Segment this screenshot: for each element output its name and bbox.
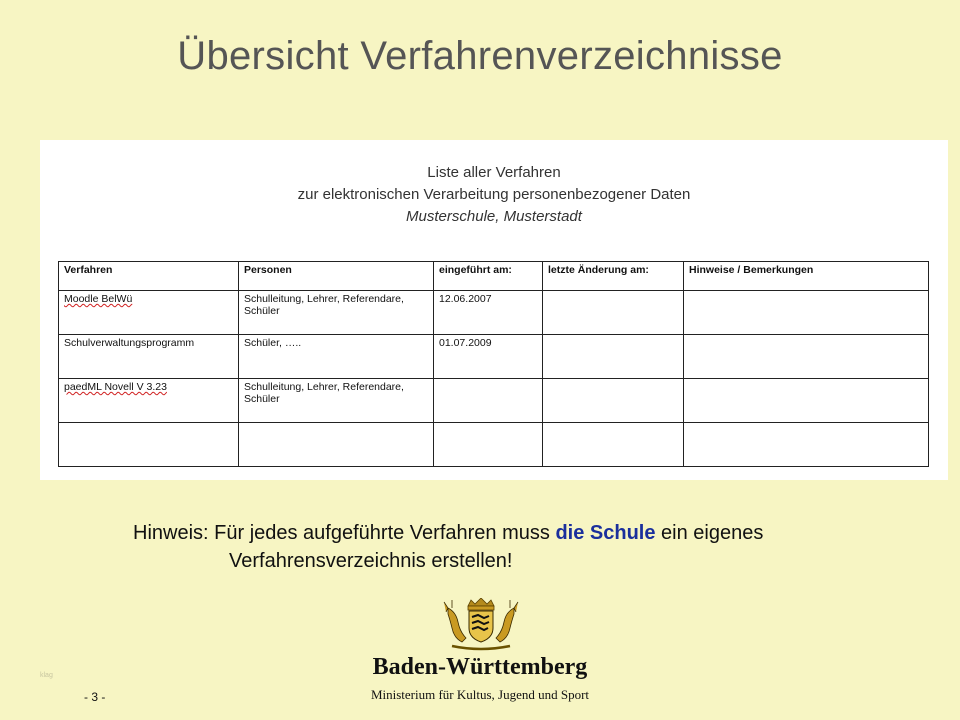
col-header-eingefuehrt: eingeführt am: — [434, 262, 543, 291]
col-header-letzte-aenderung: letzte Änderung am: — [543, 262, 684, 291]
table-row — [59, 291, 929, 335]
cell-verfahren: Schulverwaltungsprogramm — [59, 335, 239, 379]
table-header-row — [59, 262, 929, 291]
baden-wuerttemberg-coat-of-arms-icon — [438, 598, 524, 654]
document-scan — [40, 140, 948, 480]
cell-eingefuehrt — [434, 423, 543, 467]
ministry-name: Ministerium für Kultus, Jugend und Sport — [370, 687, 590, 702]
baden-wuerttemberg-wordmark: Baden-Württemberg — [372, 654, 588, 680]
hint-prefix: Hinweis: Für jedes aufgeführte Verfahren muss — [133, 522, 556, 544]
hint-emphasis: die Schule — [555, 522, 656, 544]
cell-letzte-aenderung — [543, 291, 684, 335]
procedure-table — [58, 261, 929, 467]
cell-hinweise — [684, 379, 929, 423]
table-row — [59, 379, 929, 423]
heading-line-1: Liste aller Verfahren — [427, 164, 561, 181]
document-heading — [40, 162, 948, 228]
tiny-watermark: klag — [40, 672, 53, 679]
cell-eingefuehrt — [434, 379, 543, 423]
cell-personen — [239, 423, 434, 467]
col-header-personen: Personen — [239, 262, 434, 291]
cell-hinweise — [684, 423, 929, 467]
table-row — [59, 335, 929, 379]
cell-personen: Schüler, ….. — [239, 335, 434, 379]
hint-line-2: Verfahrensverzeichnis erstellen! — [229, 550, 513, 572]
cell-verfahren — [59, 291, 239, 335]
heading-line-2: zur elektronischen Verarbeitung personenbezogener Daten — [297, 186, 691, 203]
cell-verfahren-text: Moodle BelWü — [64, 293, 133, 305]
cell-verfahren-text: paedML Novell V 3.23 — [64, 381, 167, 393]
col-header-verfahren: Verfahren — [59, 262, 239, 291]
hint-suffix: ein eigenes — [655, 522, 764, 544]
cell-verfahren — [59, 423, 239, 467]
heading-school: Musterschule, Musterstadt — [406, 208, 582, 225]
cell-hinweise — [684, 335, 929, 379]
cell-verfahren — [59, 379, 239, 423]
slide-title: Übersicht Verfahrenverzeichnisse — [177, 34, 783, 78]
cell-eingefuehrt: 12.06.2007 — [434, 291, 543, 335]
cell-letzte-aenderung — [543, 335, 684, 379]
cell-eingefuehrt: 01.07.2009 — [434, 335, 543, 379]
cell-letzte-aenderung — [543, 379, 684, 423]
table-row — [59, 423, 929, 467]
col-header-hinweise: Hinweise / Bemerkungen — [684, 262, 929, 291]
cell-personen: Schulleitung, Lehrer, Referendare, Schüler — [239, 291, 434, 335]
cell-personen: Schulleitung, Lehrer, Referendare, Schüler — [239, 379, 434, 423]
page-number: - 3 - — [84, 690, 106, 704]
cell-letzte-aenderung — [543, 423, 684, 467]
cell-hinweise — [684, 291, 929, 335]
hint-text — [133, 519, 763, 575]
